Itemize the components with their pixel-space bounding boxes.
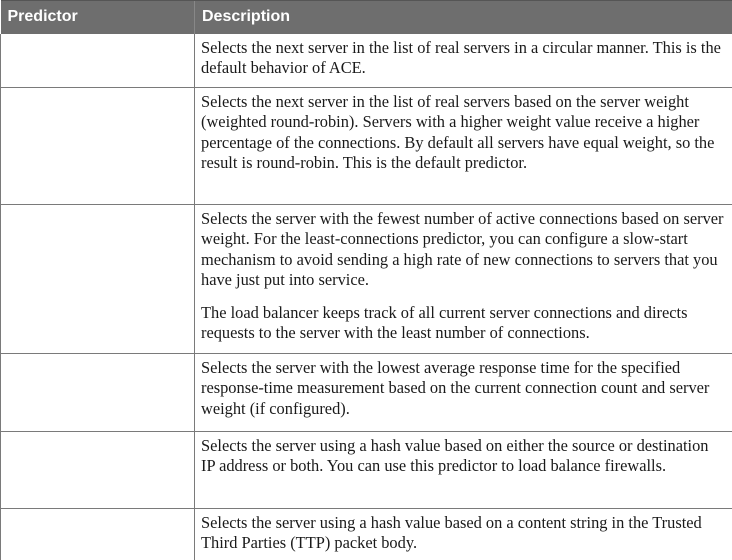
table-row: [1, 432, 732, 509]
predictor-cell: [1, 34, 195, 88]
table-row: [1, 34, 732, 88]
description-cell: [195, 205, 732, 354]
description-cell: [195, 354, 732, 432]
table-row: [1, 205, 732, 354]
table-header-row: [1, 1, 732, 34]
predictor-cell: [1, 432, 195, 509]
description-paragraph: Selects the next server in the list of real servers in a circular manner. This is the default behavior of ACE.: [201, 38, 726, 79]
description-paragraph: Selects the server with the fewest number of active connections based on server weight. For the least-connections predictor, you can configure a slow-start mechanism to avoid sending a high rate of new connections to servers that you have just put into service.: [201, 209, 726, 291]
description-paragraph: Selects the server with the lowest average response time for the specified response-time measurement based on the current connection count and server weight (if configured).: [201, 358, 726, 419]
description-paragraph: Selects the next server in the list of real servers based on the server weight (weighted round-robin). Servers with a higher weight value receive a higher percentage of the connections. By default all servers have equal weight, so the result is round-robin. This is the default predictor.: [201, 92, 726, 174]
description-paragraph: The load balancer keeps track of all current server connections and directs requests to the server with the least number of connections.: [201, 303, 726, 344]
table-row: [1, 88, 732, 205]
predictor-cell: [1, 509, 195, 560]
description-cell: [195, 432, 732, 509]
predictor-cell: [1, 205, 195, 354]
predictor-column-header: Predictor: [1, 1, 195, 34]
description-paragraph: Selects the server using a hash value based on either the source or destination IP address or both. You can use this predictor to load balance firewalls.: [201, 436, 726, 477]
description-cell: [195, 509, 732, 560]
description-cell: [195, 88, 732, 205]
table-row: [1, 354, 732, 432]
description-cell: [195, 34, 732, 88]
description-column-header: Description: [195, 1, 732, 34]
predictor-cell: [1, 354, 195, 432]
predictor-cell: [1, 88, 195, 205]
description-paragraph: Selects the server using a hash value based on a content string in the Trusted Third Parties (TTP) packet body.: [201, 513, 726, 554]
table-row: [1, 509, 732, 560]
